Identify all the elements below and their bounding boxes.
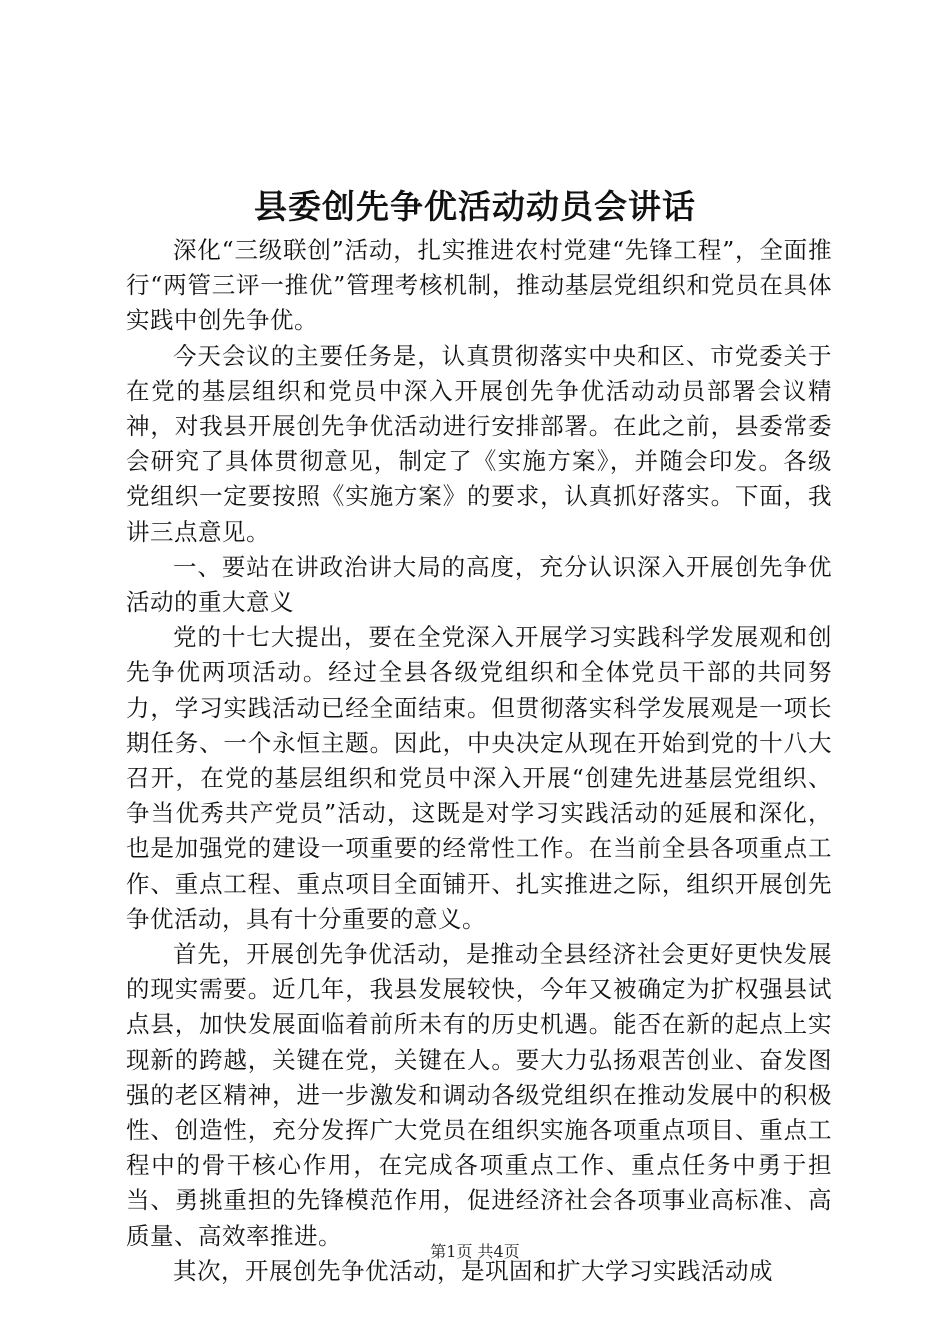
section-heading: 一、要站在讲政治讲大局的高度，充分认识深入开展创先争优活动的重大意义	[126, 552, 832, 617]
paragraph: 深化“三级联创”活动，扎实推进农村党建“先锋工程”，全面推行“两管三评一推优”管理考核机制，推动基层党组织和党员在具体实践中创先争优。	[126, 236, 832, 335]
document-title: 县委创先争优活动动员会讲话	[254, 187, 696, 226]
paragraph: 首先，开展创先争优活动，是推动全县经济社会更好更快发展的现实需要。近几年，我县发展较快，今年又被确定为扩权强县试点县，加快发展面临着前所未有的历史机遇。能否在新的起点上实现新的跨越，关键在党，关键在人。要大力弘扬艰苦创业、奋发图强的老区精神，进一步激发和调动各级党组织在推动发展中的积极性、创造性，充分发挥广大党员在组织实施各项重点项目、重点工程中的骨干核心作用，在完成各项重点工作、重点任务中勇于担当、勇挑重担的先锋模范作用，促进经济社会各项事业高标准、高质量、高效率推进。	[126, 940, 832, 1250]
page-number: 第1页 共4页	[430, 1242, 520, 1261]
paragraph: 其次，开展创先争优活动，是巩固和扩大学习实践活动成	[173, 1256, 773, 1285]
paragraph: 党的十七大提出，要在全党深入开展学习实践科学发展观和创先争优两项活动。经过全县各级党组织和全体党员干部的共同努力，学习实践活动已经全面结束。但贯彻落实科学发展观是一项长期任务、一个永恒主题。因此，中央决定从现在开始到党的十八大召开，在党的基层组织和党员中深入开展“创建先进基层党组织、争当优秀共产党员”活动，这既是对学习实践活动的延展和深化，也是加强党的建设一项重要的经常性工作。在当前全县各项重点工作、重点工程、重点项目全面铺开、扎实推进之际，组织开展创先争优活动，具有十分重要的意义。	[126, 623, 832, 933]
paragraph: 今天会议的主要任务是，认真贯彻落实中央和区、市党委关于在党的基层组织和党员中深入开展创先争优活动动员部署会议精神，对我县开展创先争优活动进行安排部署。在此之前，县委常委会研究了具体贯彻意见，制定了《实施方案》，并随会印发。各级党组织一定要按照《实施方案》的要求，认真抓好落实。下面，我讲三点意见。	[126, 341, 832, 546]
document-body	[126, 233, 832, 1289]
